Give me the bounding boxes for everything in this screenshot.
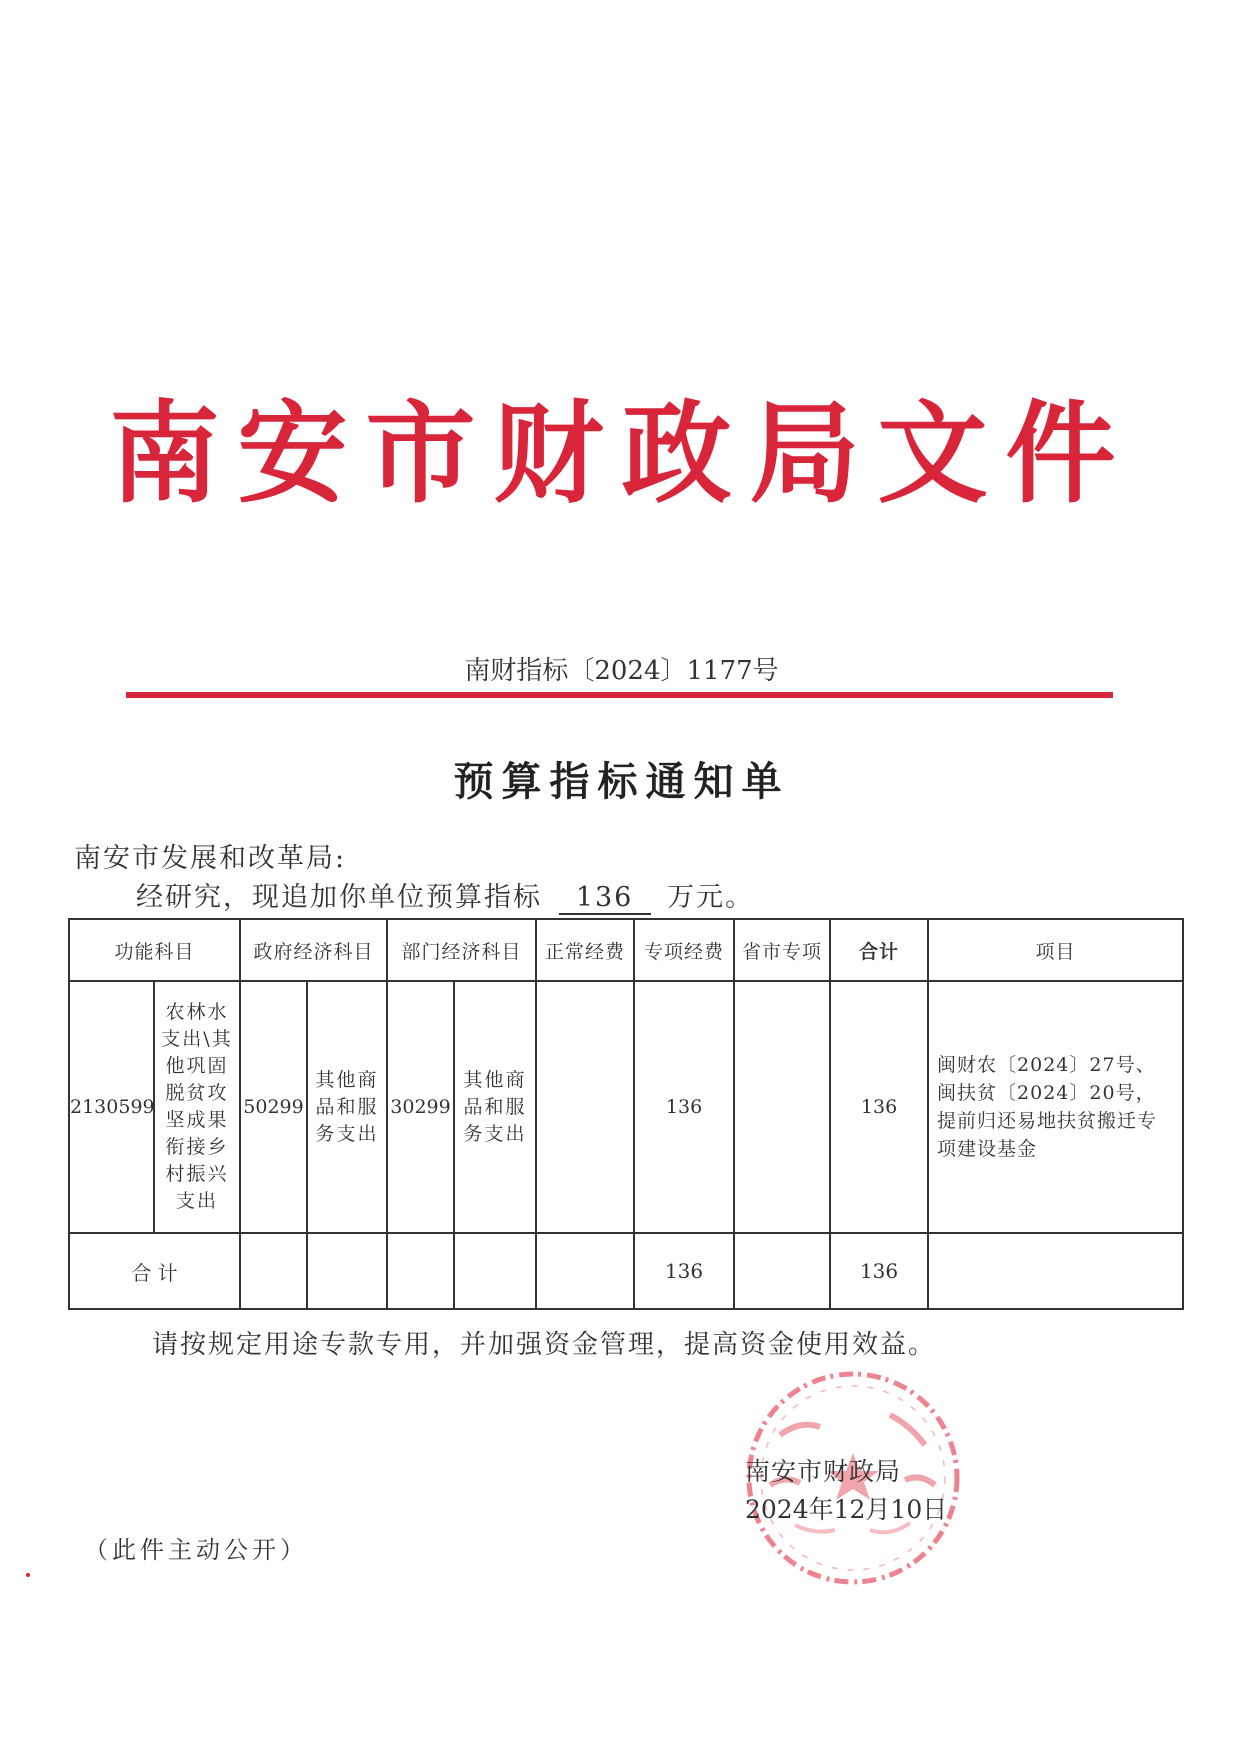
total-empty-cell <box>387 1233 454 1309</box>
total-empty-cell <box>734 1233 830 1309</box>
header-regular-funds: 正常经费 <box>536 919 634 981</box>
total-sum-cell: 136 <box>830 1233 928 1309</box>
notice-title: 预算指标通知单 <box>453 758 790 805</box>
total-cell: 136 <box>830 981 928 1233</box>
public-disclosure-note: （此件主动公开） <box>84 1536 308 1564</box>
total-label-cell: 合 计 <box>69 1233 240 1309</box>
total-empty-cell <box>240 1233 307 1309</box>
header-functional-subject: 功能科目 <box>69 919 240 981</box>
issue-date: 2024年12月10日 <box>745 1495 948 1524</box>
usage-instruction: 请按规定用途专款专用，并加强资金管理，提高资金使用效益。 <box>152 1330 937 1360</box>
table-header-row <box>69 919 1183 981</box>
header-dept-econ-subject: 部门经济科目 <box>387 919 536 981</box>
func-code-cell: 2130599 <box>69 981 154 1233</box>
special-funds-cell: 136 <box>634 981 734 1233</box>
table-row <box>69 981 1183 1233</box>
ink-mark <box>26 1573 30 1577</box>
issuer-name: 南安市财政局 <box>745 1457 902 1486</box>
func-name-cell: 农林水支出\其他巩固脱贫攻坚成果衔接乡村振兴支出 <box>154 981 240 1233</box>
document-number: 南财指标〔2024〕1177号 <box>464 656 779 686</box>
header-gov-econ-subject: 政府经济科目 <box>240 919 387 981</box>
amount-value: 136 <box>559 882 651 915</box>
document-header-title: 南安市财政局文件 <box>109 389 1134 518</box>
total-empty-cell <box>928 1233 1183 1309</box>
total-special-cell: 136 <box>634 1233 734 1309</box>
recipient: 南安市发展和改革局: <box>74 843 347 874</box>
gov-name-cell: 其他商品和服务支出 <box>307 981 387 1233</box>
total-empty-cell <box>454 1233 536 1309</box>
gov-code-cell: 50299 <box>240 981 307 1233</box>
red-divider-line <box>126 692 1113 698</box>
dept-code-cell: 30299 <box>387 981 454 1233</box>
body-suffix: 万元。 <box>667 882 755 913</box>
budget-table <box>68 918 1184 1310</box>
total-empty-cell <box>536 1233 634 1309</box>
project-cell: 闽财农〔2024〕27号、闽扶贫〔2024〕20号，提前归还易地扶贫搬迁专项建设基金 <box>928 981 1183 1233</box>
notice-body <box>136 875 754 915</box>
header-special-funds: 专项经费 <box>634 919 734 981</box>
header-provincial-municipal: 省市专项 <box>734 919 830 981</box>
provincial-cell <box>734 981 830 1233</box>
table-total-row <box>69 1233 1183 1309</box>
header-total: 合计 <box>830 919 928 981</box>
body-prefix: 经研究，现追加你单位预算指标 <box>136 882 542 913</box>
total-empty-cell <box>307 1233 387 1309</box>
regular-funds-cell <box>536 981 634 1233</box>
dept-name-cell: 其他商品和服务支出 <box>454 981 536 1233</box>
header-project: 项目 <box>928 919 1183 981</box>
